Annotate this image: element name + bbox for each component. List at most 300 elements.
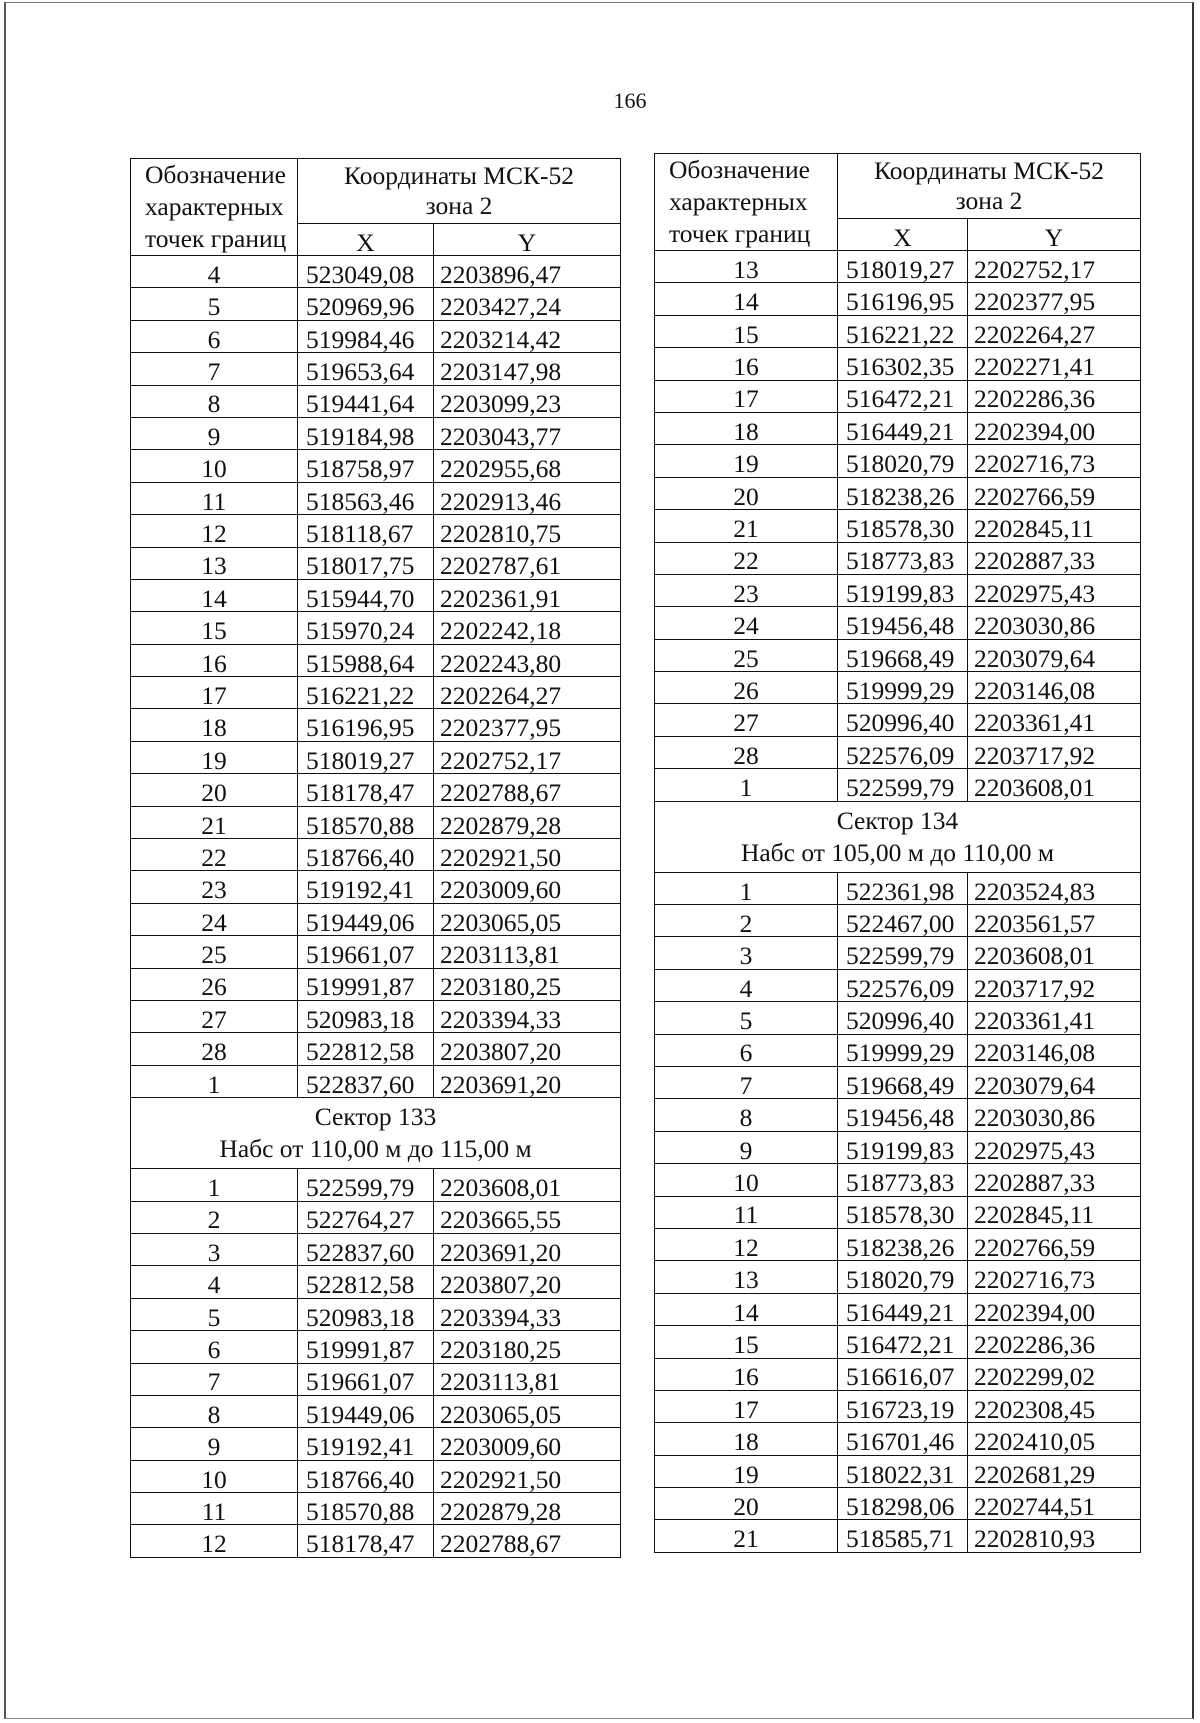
y-coordinate-cell: 2203691,20 [434,1065,621,1097]
table-row [131,1201,621,1233]
y-coordinate-cell: 2202752,17 [434,741,621,773]
y-coordinate-cell: 2203608,01 [968,937,1141,969]
point-number-cell: 27 [655,704,838,736]
x-coordinate-cell: 515944,70 [298,579,434,611]
y-coordinate-cell: 2203099,23 [434,385,621,417]
x-coordinate-cell: 519456,48 [838,607,968,639]
x-coordinate-cell: 518773,83 [838,542,968,574]
point-number-cell: 12 [655,1228,838,1260]
table-row [655,574,1141,606]
y-coordinate-cell: 2202913,46 [434,482,621,514]
table-row [131,1169,621,1201]
table-row [131,612,621,644]
x-coordinate-cell: 522576,09 [838,736,968,768]
table-row [131,871,621,903]
point-number-cell: 10 [131,450,298,482]
y-coordinate-cell: 2202264,27 [968,315,1141,347]
y-coordinate-cell: 2202810,93 [968,1520,1141,1552]
point-number-cell: 18 [655,1423,838,1455]
y-coordinate-cell: 2202879,28 [434,806,621,838]
point-number-cell: 23 [131,871,298,903]
point-number-cell: 21 [655,1520,838,1552]
x-coordinate-cell: 518563,46 [298,482,434,514]
x-coordinate-cell: 518570,88 [298,1493,434,1525]
y-coordinate-cell: 2203608,01 [968,769,1141,801]
table-row [655,542,1141,574]
y-coordinate-cell: 2202264,27 [434,677,621,709]
y-coordinate-cell: 2203361,41 [968,704,1141,736]
table-row [131,644,621,676]
table-row [655,1131,1141,1163]
x-coordinate-cell: 518570,88 [298,806,434,838]
y-coordinate-cell: 2202975,43 [968,574,1141,606]
coordinates-table-right [654,153,1141,1553]
table-row [131,936,621,968]
y-coordinate-cell: 2202787,61 [434,547,621,579]
table-row [655,704,1141,736]
sector-subtitle: Набс от 105,00 м до 110,00 м [740,837,1055,867]
y-coordinate-cell: 2203561,57 [968,905,1141,937]
table-row [655,1066,1141,1098]
table-row [655,769,1141,801]
x-coordinate-cell: 520969,96 [298,288,434,320]
table-row [655,445,1141,477]
sector-subtitle: Набс от 110,00 м до 115,00 м [219,1134,532,1164]
y-coordinate-cell: 2203079,64 [968,639,1141,671]
table-row [131,1460,621,1492]
point-number-cell: 25 [131,936,298,968]
x-coordinate-cell: 518578,30 [838,1196,968,1228]
point-number-cell: 12 [131,515,298,547]
point-number-cell: 20 [655,477,838,509]
y-coordinate-cell: 2202394,00 [968,1293,1141,1325]
point-number-cell: 9 [655,1131,838,1163]
point-number-cell: 10 [655,1164,838,1196]
table-row [655,639,1141,671]
table-row [655,937,1141,969]
table-row [131,515,621,547]
y-coordinate-cell: 2202271,41 [968,348,1141,380]
y-coordinate-cell: 2202975,43 [968,1131,1141,1163]
point-number-cell: 5 [655,1002,838,1034]
y-coordinate-cell: 2202887,33 [968,542,1141,574]
point-number-cell: 9 [131,1428,298,1460]
x-coordinate-cell: 518017,75 [298,547,434,579]
y-coordinate-cell: 2202361,91 [434,579,621,611]
point-number-cell: 14 [131,579,298,611]
x-coordinate-cell: 518019,27 [298,741,434,773]
coordinates-table-left [130,158,621,1558]
table-row [655,1002,1141,1034]
table-row [655,380,1141,412]
point-number-cell: 26 [131,968,298,1000]
sector-row-left [131,1098,621,1169]
table-row [131,288,621,320]
header-coordinates: Координаты МСК-52 зона 2 [298,159,621,224]
sector-row-right [655,801,1141,872]
y-coordinate-cell: 2203361,41 [968,1002,1141,1034]
x-coordinate-cell: 519449,06 [298,1395,434,1427]
point-number-cell: 17 [655,380,838,412]
point-number-cell: 17 [131,677,298,709]
x-coordinate-cell: 516616,07 [838,1358,968,1390]
y-coordinate-cell: 2202879,28 [434,1493,621,1525]
sector-title: Сектор 133 [314,1102,437,1132]
x-coordinate-cell: 515988,64 [298,644,434,676]
table-row [655,905,1141,937]
table-row [655,1358,1141,1390]
x-coordinate-cell: 518020,79 [838,1261,968,1293]
y-coordinate-cell: 2202299,02 [968,1358,1141,1390]
y-coordinate-cell: 2202810,75 [434,515,621,547]
table-row [655,283,1141,315]
x-coordinate-cell: 519991,87 [298,968,434,1000]
sector-heading [655,801,1141,872]
sector-heading [131,1098,621,1169]
table-row [655,1034,1141,1066]
point-number-cell: 20 [131,774,298,806]
x-coordinate-cell: 516196,95 [298,709,434,741]
y-coordinate-cell: 2202308,45 [968,1390,1141,1422]
point-number-cell: 21 [655,510,838,542]
x-coordinate-cell: 522812,58 [298,1266,434,1298]
y-coordinate-cell: 2203079,64 [968,1066,1141,1098]
x-coordinate-cell: 523049,08 [298,256,434,288]
point-number-cell: 5 [131,1298,298,1330]
x-coordinate-cell: 518022,31 [838,1455,968,1487]
point-number-cell: 28 [655,736,838,768]
x-coordinate-cell: 522837,60 [298,1233,434,1265]
y-coordinate-cell: 2203030,86 [968,607,1141,639]
point-number-cell: 24 [655,607,838,639]
point-number-cell: 22 [655,542,838,574]
table-body-left-a [131,256,621,1098]
table-row [655,1196,1141,1228]
y-coordinate-cell: 2203691,20 [434,1233,621,1265]
y-coordinate-cell: 2202394,00 [968,412,1141,444]
point-number-cell: 6 [655,1034,838,1066]
table-row [655,672,1141,704]
x-coordinate-cell: 522812,58 [298,1033,434,1065]
table-row [655,1488,1141,1520]
point-number-cell: 5 [131,288,298,320]
y-coordinate-cell: 2203807,20 [434,1033,621,1065]
y-coordinate-cell: 2202377,95 [968,283,1141,315]
header-designation: Обозначение характерных точек границ [131,159,298,256]
x-coordinate-cell: 518238,26 [838,477,968,509]
y-coordinate-cell: 2202410,05 [968,1423,1141,1455]
y-coordinate-cell: 2202921,50 [434,1460,621,1492]
x-coordinate-cell: 519999,29 [838,1034,968,1066]
table-body-right-b [655,872,1141,1552]
point-number-cell: 11 [131,1493,298,1525]
table-row [655,251,1141,283]
x-coordinate-cell: 519184,98 [298,417,434,449]
x-coordinate-cell: 516221,22 [298,677,434,709]
table-row [655,872,1141,904]
table-row [131,839,621,871]
point-number-cell: 14 [655,1293,838,1325]
x-coordinate-cell: 519441,64 [298,385,434,417]
y-coordinate-cell: 2202744,51 [968,1488,1141,1520]
x-coordinate-cell: 519991,87 [298,1331,434,1363]
y-coordinate-cell: 2203030,86 [968,1099,1141,1131]
table-row [655,736,1141,768]
x-coordinate-cell: 520983,18 [298,1000,434,1032]
table-body-right-a [655,251,1141,802]
point-number-cell: 7 [131,353,298,385]
table-row [131,1331,621,1363]
y-coordinate-cell: 2202716,73 [968,1261,1141,1293]
y-coordinate-cell: 2203065,05 [434,903,621,935]
table-row [131,1298,621,1330]
point-number-cell: 18 [131,709,298,741]
point-number-cell: 1 [131,1065,298,1097]
table-row [655,1228,1141,1260]
y-coordinate-cell: 2202845,11 [968,1196,1141,1228]
point-number-cell: 21 [131,806,298,838]
table-row [131,1395,621,1427]
table-row [131,417,621,449]
x-coordinate-cell: 522837,60 [298,1065,434,1097]
y-coordinate-cell: 2202752,17 [968,251,1141,283]
point-number-cell: 13 [655,251,838,283]
point-number-cell: 6 [131,320,298,352]
point-number-cell: 1 [655,872,838,904]
point-number-cell: 7 [131,1363,298,1395]
x-coordinate-cell: 518178,47 [298,1525,434,1557]
point-number-cell: 17 [655,1390,838,1422]
y-coordinate-cell: 2203807,20 [434,1266,621,1298]
point-number-cell: 19 [655,1455,838,1487]
x-coordinate-cell: 519199,83 [838,1131,968,1163]
y-coordinate-cell: 2203394,33 [434,1298,621,1330]
point-number-cell: 4 [131,1266,298,1298]
point-number-cell: 24 [131,903,298,935]
x-coordinate-cell: 518118,67 [298,515,434,547]
table-row [131,385,621,417]
y-coordinate-cell: 2202788,67 [434,774,621,806]
y-coordinate-cell: 2202766,59 [968,1228,1141,1260]
table-row [131,256,621,288]
point-number-cell: 15 [655,1326,838,1358]
table-row [131,1493,621,1525]
x-coordinate-cell: 522599,79 [838,937,968,969]
x-coordinate-cell: 519999,29 [838,672,968,704]
x-coordinate-cell: 522599,79 [838,769,968,801]
point-number-cell: 11 [655,1196,838,1228]
point-number-cell: 10 [131,1460,298,1492]
y-coordinate-cell: 2203009,60 [434,1428,621,1460]
y-coordinate-cell: 2203147,98 [434,353,621,385]
x-coordinate-cell: 516449,21 [838,1293,968,1325]
point-number-cell: 8 [131,385,298,417]
table-row [131,968,621,1000]
point-number-cell: 2 [131,1201,298,1233]
y-coordinate-cell: 2203146,08 [968,672,1141,704]
x-coordinate-cell: 522361,98 [838,872,968,904]
x-coordinate-cell: 519661,07 [298,936,434,968]
table-row [131,579,621,611]
y-coordinate-cell: 2203427,24 [434,288,621,320]
x-coordinate-cell: 518178,47 [298,774,434,806]
table-row [131,1525,621,1557]
point-number-cell: 4 [655,969,838,1001]
point-number-cell: 2 [655,905,838,937]
point-number-cell: 4 [131,256,298,288]
table-row [655,348,1141,380]
x-coordinate-cell: 522599,79 [298,1169,434,1201]
table-row [655,477,1141,509]
point-number-cell: 3 [131,1233,298,1265]
point-number-cell: 3 [655,937,838,969]
point-number-cell: 27 [131,1000,298,1032]
table-row [131,1065,621,1097]
header-coordinates: Координаты МСК-52 зона 2 [838,154,1141,219]
x-coordinate-cell: 519192,41 [298,1428,434,1460]
table-row [131,1000,621,1032]
table-row [131,1033,621,1065]
y-coordinate-cell: 2203717,92 [968,969,1141,1001]
x-coordinate-cell: 516221,22 [838,315,968,347]
table-row [131,1266,621,1298]
page-number: 166 [613,88,647,113]
point-number-cell: 25 [655,639,838,671]
table-row [655,1423,1141,1455]
table-row [655,1293,1141,1325]
x-coordinate-cell: 516449,21 [838,412,968,444]
point-number-cell: 19 [131,741,298,773]
table-row [655,510,1141,542]
x-coordinate-cell: 519984,46 [298,320,434,352]
x-coordinate-cell: 518766,40 [298,839,434,871]
x-coordinate-cell: 516196,95 [838,283,968,315]
y-coordinate-cell: 2203009,60 [434,871,621,903]
y-coordinate-cell: 2203896,47 [434,256,621,288]
y-coordinate-cell: 2202377,95 [434,709,621,741]
table-row [131,774,621,806]
point-number-cell: 18 [655,412,838,444]
y-coordinate-cell: 2202788,67 [434,1525,621,1557]
y-coordinate-cell: 2202681,29 [968,1455,1141,1487]
x-coordinate-cell: 522467,00 [838,905,968,937]
point-number-cell: 13 [655,1261,838,1293]
x-coordinate-cell: 520996,40 [838,704,968,736]
y-coordinate-cell: 2202286,36 [968,380,1141,412]
point-number-cell: 16 [655,1358,838,1390]
point-number-cell: 1 [131,1169,298,1201]
point-number-cell: 28 [131,1033,298,1065]
point-number-cell: 26 [655,672,838,704]
header-x: X [298,224,434,256]
table-row [131,353,621,385]
y-coordinate-cell: 2202242,18 [434,612,621,644]
y-coordinate-cell: 2203394,33 [434,1000,621,1032]
table-row [131,1428,621,1460]
y-coordinate-cell: 2202887,33 [968,1164,1141,1196]
y-coordinate-cell: 2203113,81 [434,936,621,968]
y-coordinate-cell: 2202716,73 [968,445,1141,477]
x-coordinate-cell: 518238,26 [838,1228,968,1260]
point-number-cell: 1 [655,769,838,801]
point-number-cell: 11 [131,482,298,514]
x-coordinate-cell: 515970,24 [298,612,434,644]
header-y: Y [968,219,1141,251]
x-coordinate-cell: 516701,46 [838,1423,968,1455]
y-coordinate-cell: 2203214,42 [434,320,621,352]
x-coordinate-cell: 518585,71 [838,1520,968,1552]
y-coordinate-cell: 2202921,50 [434,839,621,871]
x-coordinate-cell: 516723,19 [838,1390,968,1422]
table-row [655,1455,1141,1487]
table-row [655,1261,1141,1293]
point-number-cell: 16 [131,644,298,676]
y-coordinate-cell: 2203608,01 [434,1169,621,1201]
table-row [655,1326,1141,1358]
x-coordinate-cell: 518758,97 [298,450,434,482]
x-coordinate-cell: 519653,64 [298,353,434,385]
point-number-cell: 8 [655,1099,838,1131]
y-coordinate-cell: 2203146,08 [968,1034,1141,1066]
y-coordinate-cell: 2202286,36 [968,1326,1141,1358]
point-number-cell: 22 [131,839,298,871]
table-row [131,547,621,579]
y-coordinate-cell: 2203180,25 [434,968,621,1000]
x-coordinate-cell: 518773,83 [838,1164,968,1196]
x-coordinate-cell: 519192,41 [298,871,434,903]
x-coordinate-cell: 520983,18 [298,1298,434,1330]
y-coordinate-cell: 2203065,05 [434,1395,621,1427]
x-coordinate-cell: 519449,06 [298,903,434,935]
x-coordinate-cell: 519661,07 [298,1363,434,1395]
table-row [655,1520,1141,1552]
x-coordinate-cell: 518766,40 [298,1460,434,1492]
point-number-cell: 15 [131,612,298,644]
table-row [131,450,621,482]
y-coordinate-cell: 2202766,59 [968,477,1141,509]
table-row [655,1099,1141,1131]
point-number-cell: 8 [131,1395,298,1427]
table-row [131,677,621,709]
y-coordinate-cell: 2203665,55 [434,1201,621,1233]
point-number-cell: 20 [655,1488,838,1520]
table-row [655,315,1141,347]
x-coordinate-cell: 520996,40 [838,1002,968,1034]
y-coordinate-cell: 2203717,92 [968,736,1141,768]
table-row [131,903,621,935]
x-coordinate-cell: 519456,48 [838,1099,968,1131]
y-coordinate-cell: 2203043,77 [434,417,621,449]
y-coordinate-cell: 2203180,25 [434,1331,621,1363]
x-coordinate-cell: 522764,27 [298,1201,434,1233]
x-coordinate-cell: 518020,79 [838,445,968,477]
table-row [655,412,1141,444]
point-number-cell: 14 [655,283,838,315]
x-coordinate-cell: 516472,21 [838,1326,968,1358]
point-number-cell: 16 [655,348,838,380]
point-number-cell: 12 [131,1525,298,1557]
point-number-cell: 13 [131,547,298,579]
table-row [655,1164,1141,1196]
x-coordinate-cell: 518578,30 [838,510,968,542]
x-coordinate-cell: 516472,21 [838,380,968,412]
table-row [655,969,1141,1001]
table-row [655,1390,1141,1422]
x-coordinate-cell: 519668,49 [838,639,968,671]
table-row [131,320,621,352]
y-coordinate-cell: 2203524,83 [968,872,1141,904]
y-coordinate-cell: 2202955,68 [434,450,621,482]
